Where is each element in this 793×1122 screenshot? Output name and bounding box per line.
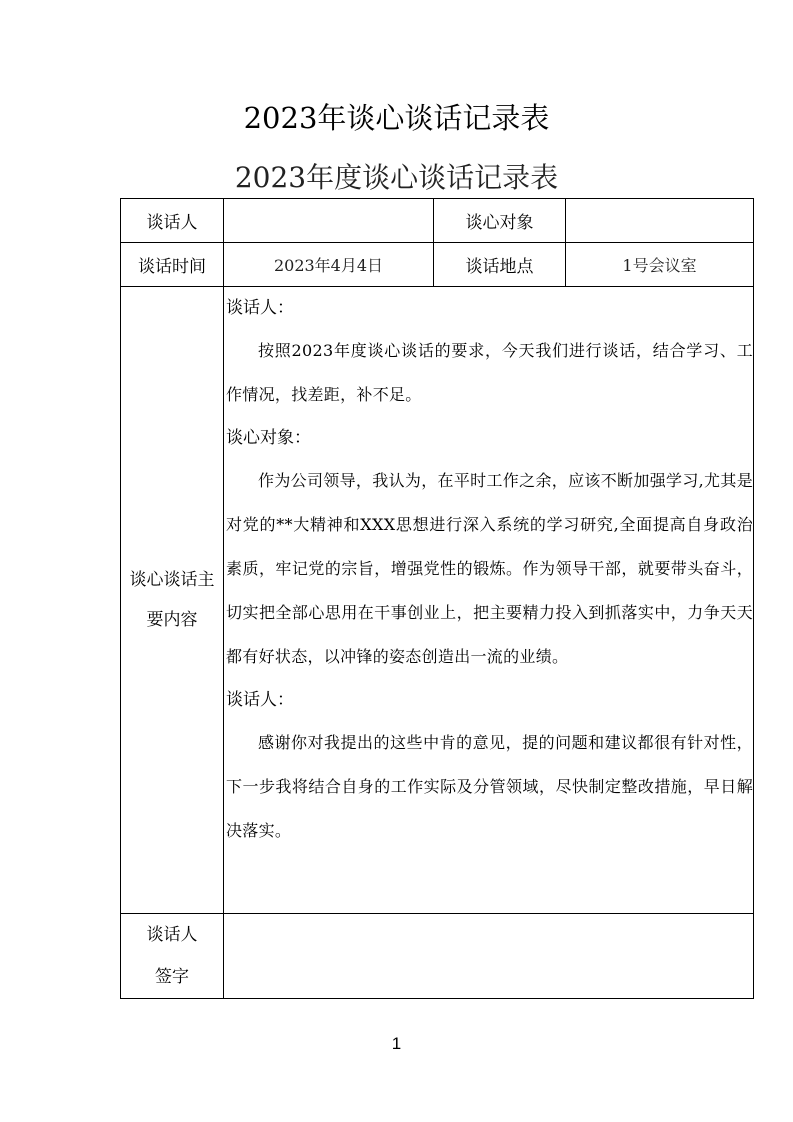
- signature-field: [224, 914, 754, 999]
- speaker-label: 谈心对象：: [226, 428, 311, 448]
- time-label: 谈话时间: [121, 243, 224, 287]
- content-paragraph: 按照2023年度谈心谈话的要求，今天我们进行谈话，结合学习、工作情况，找差距，补不足。: [226, 341, 753, 404]
- talker-label: 谈话人: [121, 199, 224, 243]
- target-label: 谈心对象: [434, 199, 566, 243]
- table-row: [121, 199, 754, 243]
- record-table: [120, 198, 754, 999]
- content-paragraph: 作为公司领导，我认为，在平时工作之余，应该不断加强学习,尤其是对党的**大精神和XXX思想进行深入系统的学习研究,全面提高自身政治素质，牢记党的宗旨，增强党性的锻炼。作为领导干部，就要带头奋斗，切实把全部心思用在干事创业上，把主要精力投入到抓落实中，力争天天都有好状态，以冲锋的姿态创造出一流的业绩。: [226, 471, 753, 666]
- speaker-label: 谈话人：: [226, 690, 294, 710]
- content-paragraph: 感谢你对我提出的这些中肯的意见，提的问题和建议都很有针对性，下一步我将结合自身的工作实际及分管领域，尽快制定整改措施，早日解决落实。: [226, 733, 753, 840]
- target-value: [566, 199, 754, 243]
- page-number: 1: [391, 1034, 402, 1053]
- place-value: 1号会议室: [566, 243, 754, 287]
- time-value: 2023年4月4日: [224, 243, 434, 287]
- signature-label-line1: 谈话人: [146, 925, 198, 945]
- place-label: 谈话地点: [434, 243, 566, 287]
- speaker-label: 谈话人：: [226, 298, 294, 318]
- talker-value: [224, 199, 434, 243]
- content-cell: [224, 287, 754, 914]
- document-title: 2023年谈心谈话记录表: [243, 101, 550, 135]
- table-row: [121, 914, 754, 999]
- content-label: 谈心谈话主要内容: [121, 287, 224, 914]
- table-row: [121, 287, 754, 914]
- signature-label-line2: 签字: [155, 967, 189, 987]
- table-row: [121, 243, 754, 287]
- signature-label: [121, 914, 224, 999]
- table-title: 2023年度谈心谈话记录表: [234, 161, 559, 194]
